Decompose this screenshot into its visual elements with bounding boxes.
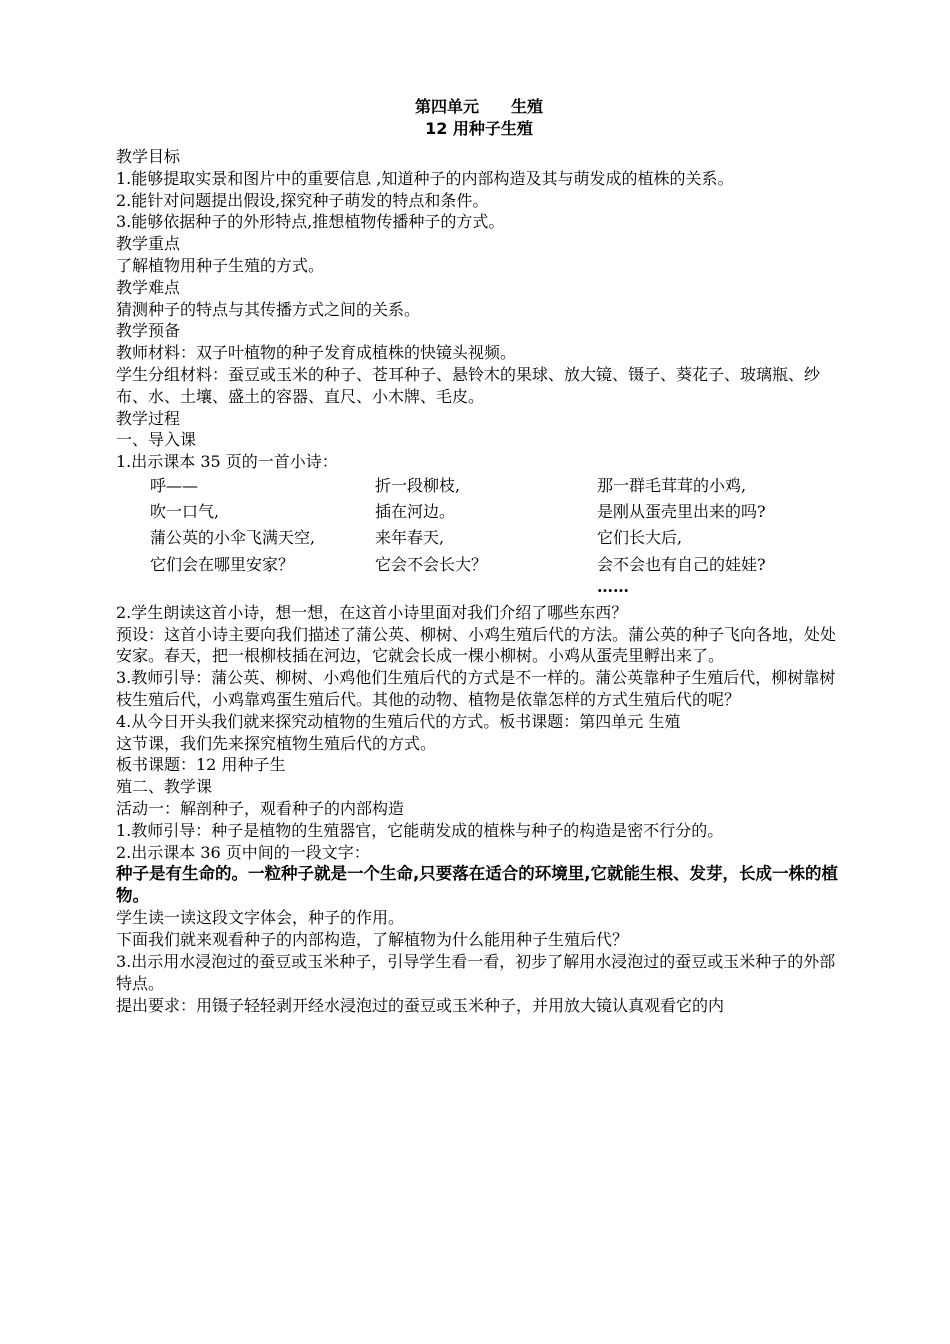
poem-line: 会不会也有自己的娃娃?: [597, 554, 766, 574]
activity-1-step-2: 2.出示课本 36 页中间的一段文字：: [116, 842, 370, 862]
poem-line: 它会不会长大？: [375, 554, 488, 574]
poem-spacer: [375, 578, 597, 596]
textbook-quote: 种子是有生命的。一粒种子就是一个生命,只要落在适合的环境里,它就能生根、发芽，长成一株的植物。: [116, 864, 839, 906]
poem-line: 来年春天,: [375, 528, 445, 548]
difficulty-text: 猜测种子的特点与其传播方式之间的关系。: [116, 299, 421, 319]
lesson-title: 12 用种子生殖: [425, 119, 533, 138]
unit-title: 第四单元 生殖: [414, 97, 543, 116]
heading-objectives: 教学目标: [116, 147, 181, 166]
poem-line: 插在河边。: [375, 502, 456, 522]
objective-3: 3.能够依据种子的外形特点,推想植物传播种子的方式。: [116, 212, 505, 232]
activity-1-step-3: 3.出示用水浸泡过的蚕豆或玉米种子，引导学生看一看，初步了解用水浸泡过的蚕豆或玉米种子的外部特点。: [116, 951, 836, 993]
heading-intro: 一、导入课: [116, 430, 197, 450]
intro-preset: 预设：这首小诗主要向我们描述了蒲公英、柳树、小鸡生殖后代的方法。蒲公英的种子飞向各地，处处安家。春天，把一根柳枝插在河边，它就会长成一棵小柳树。小鸡从蛋壳里孵出来了。: [116, 624, 837, 666]
poem-line: 它们长大后,: [597, 528, 683, 548]
section-intro-discussion: [116, 602, 842, 864]
heading-difficulty: 教学难点: [116, 277, 181, 297]
student-materials: 学生分组材料：蚕豆或玉米的种子、苍耳种子、悬铃木的果球、放大镜、镊子、葵花子、玻璃瓶、纱布、水、土壤、盛土的容器、直尺、小木牌、毛皮。: [116, 364, 821, 406]
section-objectives: [116, 146, 842, 473]
poem-block: [116, 473, 842, 596]
heading-lesson: 殖二、教学课: [116, 777, 213, 797]
objective-1: 1.能够提取实景和图片中的重要信息 ,知道种子的内部构造及其与萌发成的植株的关系。: [116, 168, 734, 188]
intro-step-2: 2.学生朗读这首小诗，想一想，在这首小诗里面对我们介绍了哪些东西？: [116, 602, 628, 622]
teacher-materials: 教师材料：双子叶植物的种子发育成植株的快镜头视频。: [116, 343, 517, 363]
intro-step-1: 1.出示课本 35 页的一首小诗：: [116, 452, 338, 472]
intro-step-4: 4.从今日开头我们就来探究动植物的生殖后代的方式。板书课题：第四单元 生殖: [116, 711, 681, 731]
intro-note: 这节课，我们先来探究植物生殖后代的方式。: [116, 733, 437, 753]
poem-line: 呼——: [150, 475, 199, 495]
reading-task: 学生读一读这段文字体会，种子的作用。: [116, 908, 405, 928]
poem-ellipsis: ……: [597, 576, 629, 596]
board-title: 板书课题：12 用种子生: [116, 755, 286, 775]
observation-intro: 下面我们就来观看种子的内部构造，了解植物为什么能用种子生殖后代？: [116, 930, 629, 950]
poem-line: 那一群毛茸茸的小鸡,: [597, 475, 747, 495]
activity-1-title: 活动一：解剖种子，观看种子的内部构造: [116, 798, 405, 818]
requirement-text: 提出要求：用镊子轻轻剥开经水浸泡过的蚕豆或玉米种子，并用放大镜认真观看它的内: [116, 995, 725, 1015]
document-page: [116, 96, 842, 1016]
poem-line: 吹一口气,: [150, 502, 220, 522]
intro-step-3: 3.教师引导：蒲公英、柳树、小鸡他们生殖后代的方式是不一样的。蒲公英靠种子生殖后代，柳树靠树枝生殖后代，小鸡靠鸡蛋生殖后代。其他的动物、植物是依靠怎样的方式生殖后代的呢？: [116, 668, 836, 709]
activity-1-step-1: 1.教师引导：种子是植物的生殖器官，它能萌发成的植株与种子的构造是密不行分的。: [116, 820, 724, 840]
heading-key-point: 教学重点: [116, 234, 181, 254]
section-activity-continued: [116, 907, 842, 1016]
poem-line: 它们会在哪里安家？: [150, 554, 295, 574]
heading-process: 教学过程: [116, 408, 181, 428]
heading-preparation: 教学预备: [116, 321, 181, 341]
key-point-text: 了解植物用种子生殖的方式。: [116, 255, 325, 275]
poem-line: 是刚从蛋壳里出来的吗?: [597, 502, 766, 522]
poem-line: 折一段柳枝,: [375, 475, 461, 495]
poem-line: 蒲公英的小伞飞满天空,: [150, 528, 316, 548]
objective-2: 2.能针对问题提出假设,探究种子萌发的特点和条件。: [116, 190, 489, 210]
poem-spacer: [150, 578, 375, 596]
